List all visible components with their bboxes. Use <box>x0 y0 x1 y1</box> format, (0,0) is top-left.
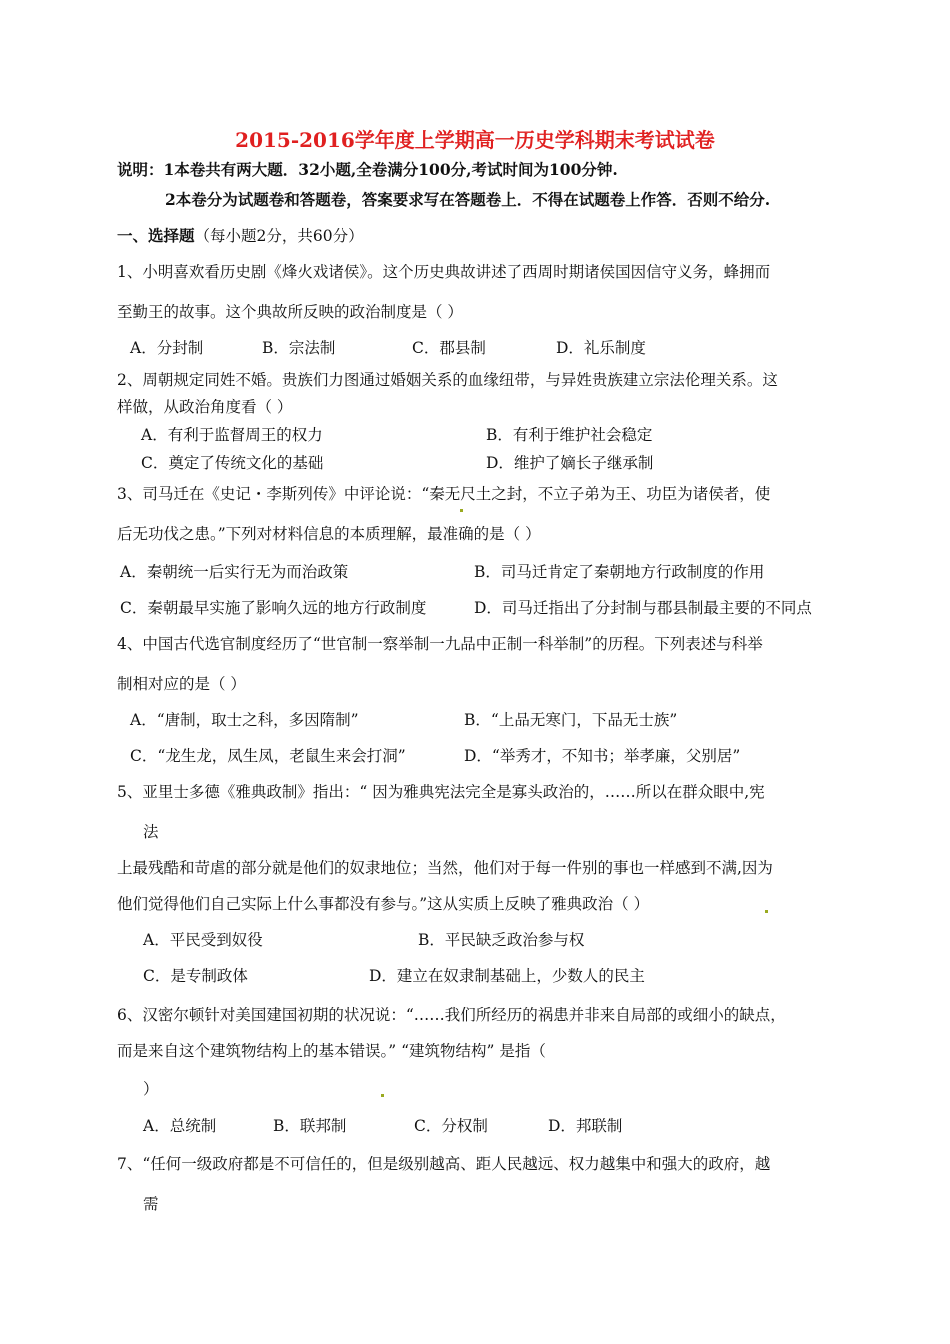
question-7-line-1: 7、“任何一级政府都是不可信任的，但是级别越高、距人民越远、权力越集中和强大的政府，越 <box>117 1155 771 1173</box>
question-3-option-c: C．秦朝最早实施了影响久远的地方行政制度 <box>120 599 427 617</box>
exam-title: 2015-2016学年度上学期高一历史学科期末考试试卷 <box>235 128 715 152</box>
question-1-option-d: D．礼乐制度 <box>556 339 646 357</box>
section-heading-row <box>117 226 364 246</box>
scan-speck <box>381 1094 384 1097</box>
question-5-line-3: 上最残酷和苛虐的部分就是他们的奴隶地位；当然，他们对于每一件别的事也一样感到不满,因为 <box>117 859 773 877</box>
note-line-1: 说明：1本卷共有两大题．32小题,全卷满分100分,考试时间为100分钟. <box>117 160 618 179</box>
question-5-line-4: 他们觉得他们自己实际上什么事都没有参与。”这从实质上反映了雅典政治（ ） <box>117 895 650 913</box>
question-1-line-1: 1、小明喜欢看历史剧《烽火戏诸侯》。这个历史典故讲述了西周时期诸侯国因信守义务，蜂拥而 <box>117 263 771 281</box>
question-1-option-a: A．分封制 <box>130 339 204 357</box>
question-3-line-2: 后无功伐之患。”下列对材料信息的本质理解，最准确的是（ ） <box>117 525 541 543</box>
scan-speck <box>765 910 768 913</box>
question-2-line-2: 样做，从政治角度看（ ） <box>117 398 293 416</box>
question-5-option-d: D．建立在奴隶制基础上，少数人的民主 <box>369 967 645 985</box>
question-5-line-2: 法 <box>143 823 159 841</box>
question-4-option-d: D．“举秀才，不知书；举孝廉，父别居” <box>464 747 741 765</box>
question-4-option-a: A．“唐制，取士之科，多因隋制” <box>130 711 359 729</box>
question-5-option-a: A．平民受到奴役 <box>143 931 263 949</box>
question-2-option-a: A．有利于监督周王的权力 <box>141 426 323 444</box>
question-6-option-d: D．邦联制 <box>548 1117 623 1135</box>
question-2-option-b: B．有利于维护社会稳定 <box>486 426 653 444</box>
question-6-option-a: A．总统制 <box>143 1117 217 1135</box>
question-2-option-c: C．奠定了传统文化的基础 <box>141 454 324 472</box>
question-6-line-1: 6、汉密尔顿针对美国建国初期的状况说：“……我们所经历的祸患并非来自局部的或细小的缺点， <box>117 1006 786 1024</box>
question-6-line-3: ） <box>143 1080 159 1098</box>
question-3-option-d: D．司马迁指出了分封制与郡县制最主要的不同点 <box>474 599 812 617</box>
question-4-line-2: 制相对应的是（ ） <box>117 675 246 693</box>
question-4-option-b: B．“上品无寒门，下品无士族” <box>464 711 678 729</box>
question-5-line-1: 5、亚里士多德《雅典政制》指出：“ 因为雅典宪法完全是寡头政治的，……所以在群众眼中,宪 <box>117 783 765 801</box>
section-heading: 一、选择题 <box>117 226 195 245</box>
note-line-2: 2本卷分为试题卷和答题卷，答案要求写在答题卷上．不得在试题卷上作答．否则不给分. <box>165 190 771 209</box>
scan-speck <box>460 509 463 512</box>
question-3-option-a: A．秦朝统一后实行无为而治政策 <box>120 563 349 581</box>
question-1-line-2: 至勤王的故事。这个典故所反映的政治制度是（ ） <box>117 303 463 321</box>
question-6-option-c: C．分权制 <box>414 1117 488 1135</box>
question-5-option-b: B．平民缺乏政治参与权 <box>418 931 585 949</box>
question-2-option-d: D．维护了嫡长子继承制 <box>486 454 654 472</box>
question-3-option-b: B．司马迁肯定了秦朝地方行政制度的作用 <box>474 563 765 581</box>
question-4-option-c: C．“龙生龙，凤生凤，老鼠生来会打洞” <box>130 747 406 765</box>
question-4-line-1: 4、中国古代选官制度经历了“世官制一察举制一九品中正制一科举制”的历程。下列表述与科举 <box>117 635 763 653</box>
question-1-option-c: C．郡县制 <box>412 339 486 357</box>
question-2-line-1: 2、周朝规定同姓不婚。贵族们力图通过婚姻关系的血缘纽带，与异姓贵族建立宗法伦理关系。这 <box>117 371 778 389</box>
question-6-line-2: 而是来自这个建筑物结构上的基本错误。” “建筑物结构” 是指（ <box>117 1042 546 1060</box>
section-note: （每小题2分，共60分） <box>194 227 364 245</box>
question-1-option-b: B．宗法制 <box>262 339 336 357</box>
question-3-line-1: 3、司马迁在《史记・李斯列传》中评论说：“秦无尺土之封，不立子弟为王、功臣为诸侯者，使 <box>117 485 771 503</box>
question-6-option-b: B．联邦制 <box>273 1117 347 1135</box>
question-5-option-c: C．是专制政体 <box>143 967 248 985</box>
question-7-line-2: 需 <box>143 1195 159 1213</box>
